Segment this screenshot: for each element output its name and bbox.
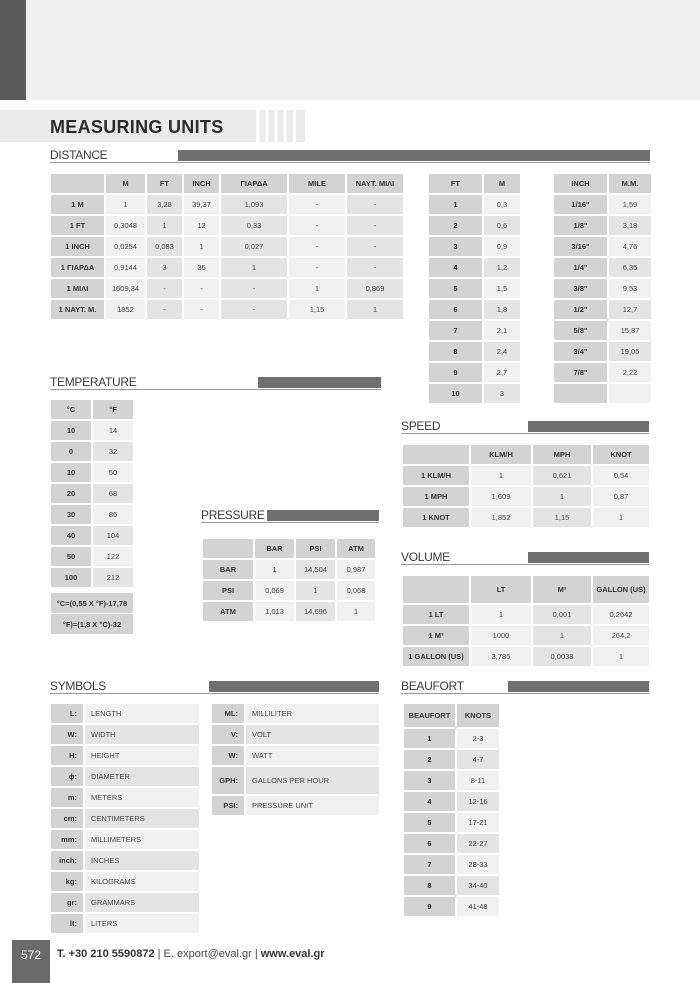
table-cell: 14,696: [296, 602, 335, 621]
row-label: 1 KNOT: [403, 508, 469, 527]
table-cell: 0,3: [484, 195, 520, 214]
row-label: 5/8": [554, 321, 607, 340]
table-cell: 1: [289, 279, 345, 298]
symbol-key: V:: [212, 725, 244, 744]
table-cell: -: [347, 216, 403, 235]
row-label: 1 M: [51, 195, 104, 214]
table-cell: 6,35: [609, 258, 651, 277]
symbol-description: DIAMETER: [85, 767, 199, 786]
column-header: KNOTS: [457, 704, 499, 727]
table-cell: 1,609: [471, 487, 531, 506]
row-label: 1 ΓΙΑΡΔΑ: [51, 258, 104, 277]
symbol-key: H:: [51, 746, 83, 765]
symbol-key: PSI:: [212, 796, 244, 815]
row-label: 6: [429, 300, 482, 319]
temperature-section-title: TEMPERATURE: [50, 375, 137, 389]
column-header: °F: [93, 400, 133, 419]
table-cell: 2,4: [484, 342, 520, 361]
table-corner: [403, 576, 469, 603]
row-label: 9: [429, 363, 482, 382]
row-label: 5: [404, 813, 455, 832]
table-cell: 14,504: [296, 560, 335, 579]
symbol-description: METERS: [85, 788, 199, 807]
table-cell: -: [347, 195, 403, 214]
row-label: ATM: [203, 602, 253, 621]
row-label: 10: [429, 384, 482, 403]
table-cell: 0,9144: [106, 258, 145, 277]
table-cell: 1: [337, 602, 375, 621]
table-cell: 0,068: [337, 581, 375, 600]
row-label: 1 FT: [51, 216, 104, 235]
row-label: 2: [429, 216, 482, 235]
volume-title-bar: [528, 552, 649, 563]
column-header: ΓΙΑΡΔΑ: [221, 174, 287, 193]
table-cell: 1: [533, 487, 591, 506]
table-cell: 1,852: [471, 508, 531, 527]
table-cell: -: [221, 279, 287, 298]
table-cell: 15,87: [609, 321, 651, 340]
table-cell: 1,8: [484, 300, 520, 319]
symbols-section-title: SYMBOLS: [50, 679, 106, 693]
symbol-description: KILOGRAMS: [85, 872, 199, 891]
table-cell: 50: [93, 463, 133, 482]
symbol-description: GALLONS PER HOUR: [246, 767, 379, 794]
table-cell: 0,001: [533, 605, 591, 624]
table-cell: 12: [184, 216, 219, 235]
distance-rule: [50, 162, 650, 163]
symbol-description: CENTIMETERS: [85, 809, 199, 828]
symbol-key: ϕ:: [51, 767, 83, 786]
table-cell: 3: [147, 258, 182, 277]
column-header: LT: [471, 576, 531, 603]
table-cell: 0,027: [221, 237, 287, 256]
table-cell: 8-11: [457, 771, 499, 790]
row-label: 1 GALLON (US): [403, 647, 469, 666]
row-label: 1 MPH: [403, 487, 469, 506]
speed-rule: [401, 433, 649, 434]
row-label: 7: [429, 321, 482, 340]
row-label: 100: [51, 568, 91, 587]
column-header: FT: [429, 174, 482, 193]
symbol-key: GPH:: [212, 767, 244, 794]
table-corner: [403, 445, 469, 464]
row-label: 1 M³: [403, 626, 469, 645]
column-header: BEAUFORT: [404, 704, 455, 727]
table-cell: 3,785: [471, 647, 531, 666]
row-label: 1 ΜΙΛΙ: [51, 279, 104, 298]
symbol-key: kg:: [51, 872, 83, 891]
row-label: 8: [404, 876, 455, 895]
volume-section-title: VOLUME: [401, 550, 450, 564]
speed-table: [403, 445, 649, 527]
table-cell: 0,9: [484, 237, 520, 256]
row-label: 2: [404, 750, 455, 769]
distance-table: [51, 174, 403, 319]
row-label: 0: [51, 442, 91, 461]
table-cell: 0,6: [484, 216, 520, 235]
table-cell: 1,15: [289, 300, 345, 319]
table-cell: 4,76: [609, 237, 651, 256]
table-cell: -: [221, 300, 287, 319]
empty-cell: [554, 384, 607, 403]
table-cell: 0,0254: [106, 237, 145, 256]
symbol-description: VOLT: [246, 725, 379, 744]
table-cell: 9,53: [609, 279, 651, 298]
column-header: KLM/H: [471, 445, 531, 464]
symbols-table-left: [51, 704, 199, 933]
table-cell: 17-21: [457, 813, 499, 832]
symbol-key: ML:: [212, 704, 244, 723]
table-cell: 1,5: [484, 279, 520, 298]
table-cell: 0,869: [347, 279, 403, 298]
footer-contact: [57, 948, 325, 960]
page-number-box: [12, 940, 50, 983]
symbol-key: mm:: [51, 830, 83, 849]
row-label: 4: [429, 258, 482, 277]
table-cell: 32: [93, 442, 133, 461]
table-corner: [51, 174, 104, 193]
table-cell: 3: [484, 384, 520, 403]
table-cell: 1: [106, 195, 145, 214]
column-header: BAR: [255, 539, 294, 558]
formula-celsius: °C=(0,55 X °F)-17,78: [51, 593, 133, 613]
table-cell: -: [184, 300, 219, 319]
table-cell: 1: [471, 605, 531, 624]
table-cell: 3,28: [147, 195, 182, 214]
table-cell: 0,0038: [533, 647, 591, 666]
row-label: 1/2": [554, 300, 607, 319]
column-header: MPH: [533, 445, 591, 464]
symbol-key: W:: [51, 725, 83, 744]
row-label: 1 ΝΑΥΤ. Μ.: [51, 300, 104, 319]
volume-rule: [401, 564, 649, 565]
table-corner: [203, 539, 253, 558]
row-label: 7: [404, 855, 455, 874]
row-label: 3/16": [554, 237, 607, 256]
row-label: 3: [429, 237, 482, 256]
table-cell: 1,093: [221, 195, 287, 214]
inch-mm-table: [554, 174, 651, 403]
row-label: 4: [404, 792, 455, 811]
table-cell: 0,987: [337, 560, 375, 579]
table-cell: -: [289, 237, 345, 256]
table-cell: 1852: [106, 300, 145, 319]
row-label: 1/16": [554, 195, 607, 214]
table-cell: 1,59: [609, 195, 651, 214]
pressure-title-bar: [267, 510, 379, 521]
symbol-key: L:: [51, 704, 83, 723]
speed-title-bar: [528, 421, 649, 432]
distance-title-bar: [178, 150, 650, 161]
table-cell: 0,3048: [106, 216, 145, 235]
symbol-description: WATT: [246, 746, 379, 765]
table-cell: 2,7: [484, 363, 520, 382]
row-label: 1 LT: [403, 605, 469, 624]
table-cell: 1: [296, 581, 335, 600]
table-cell: 1: [221, 258, 287, 277]
table-cell: 122: [93, 547, 133, 566]
symbol-description: MILLIMETERS: [85, 830, 199, 849]
row-label: PSI: [203, 581, 253, 600]
empty-cell: [609, 384, 651, 403]
beaufort-title-bar: [508, 681, 649, 692]
page-number: 572: [20, 948, 42, 962]
table-cell: 1: [593, 508, 649, 527]
table-cell: 1,15: [533, 508, 591, 527]
table-cell: 104: [93, 526, 133, 545]
table-cell: 1: [347, 300, 403, 319]
symbol-description: LITERS: [85, 914, 199, 933]
row-label: BAR: [203, 560, 253, 579]
column-header: INCH: [184, 174, 219, 193]
table-cell: -: [289, 216, 345, 235]
symbol-key: gr:: [51, 893, 83, 912]
column-header: M³: [533, 576, 591, 603]
symbol-description: INCHES: [85, 851, 199, 870]
table-cell: 68: [93, 484, 133, 503]
column-header: FT: [147, 174, 182, 193]
beaufort-table: [404, 704, 499, 916]
symbol-key: m:: [51, 788, 83, 807]
pressure-table: [203, 539, 375, 621]
symbol-key: lt:: [51, 914, 83, 933]
symbol-description: MILLILITER: [246, 704, 379, 723]
column-header: M.M.: [609, 174, 651, 193]
table-cell: 0,2642: [593, 605, 649, 624]
column-header: ATM: [337, 539, 375, 558]
column-header: KNOT: [593, 445, 649, 464]
table-cell: -: [347, 237, 403, 256]
symbol-description: LENGTH: [85, 704, 199, 723]
table-cell: -: [289, 195, 345, 214]
pressure-rule: [201, 522, 379, 523]
table-cell: 0,083: [147, 237, 182, 256]
table-cell: 2-3: [457, 729, 499, 748]
table-cell: 1: [593, 647, 649, 666]
page-header-band: [0, 0, 700, 100]
table-cell: 0,54: [593, 466, 649, 485]
ft-m-table: [429, 174, 520, 403]
row-label: 1 INCH: [51, 237, 104, 256]
table-cell: 1: [255, 560, 294, 579]
row-label: 7/8": [554, 363, 607, 382]
beaufort-rule: [401, 693, 649, 694]
table-cell: 14: [93, 421, 133, 440]
table-cell: 41-48: [457, 897, 499, 916]
temperature-rule: [50, 389, 381, 390]
formula-fahrenheit: °F)=(1,8 X °C)-32: [51, 614, 133, 634]
row-label: 10: [51, 463, 91, 482]
table-cell: 1000: [471, 626, 531, 645]
table-cell: 28-33: [457, 855, 499, 874]
symbol-key: inch:: [51, 851, 83, 870]
symbols-title-bar: [209, 681, 379, 692]
symbol-description: WIDTH: [85, 725, 199, 744]
pressure-section-title: PRESSURE: [201, 508, 265, 522]
column-header: °C: [51, 400, 91, 419]
page-header-accent: [0, 0, 26, 100]
column-header: PSI: [296, 539, 335, 558]
column-header: M: [484, 174, 520, 193]
table-cell: 2,1: [484, 321, 520, 340]
table-cell: 22-27: [457, 834, 499, 853]
beaufort-section-title: BEAUFORT: [401, 679, 464, 693]
row-label: 5: [429, 279, 482, 298]
symbol-description: GRAMMARS: [85, 893, 199, 912]
table-cell: 0,87: [593, 487, 649, 506]
table-cell: -: [184, 279, 219, 298]
row-label: 6: [404, 834, 455, 853]
table-cell: 0,621: [533, 466, 591, 485]
table-cell: 2,22: [609, 363, 651, 382]
symbol-description: PRESSURE UNIT: [246, 796, 379, 815]
table-cell: 1: [471, 466, 531, 485]
table-cell: 1609,34: [106, 279, 145, 298]
row-label: 3: [404, 771, 455, 790]
table-cell: 1: [533, 626, 591, 645]
table-cell: 264,2: [593, 626, 649, 645]
distance-section-title: DISTANCE: [50, 148, 108, 162]
footer-separator: |: [254, 948, 258, 960]
table-cell: 86: [93, 505, 133, 524]
table-cell: 3,18: [609, 216, 651, 235]
footer-email: E. export@eval.gr: [163, 948, 252, 960]
speed-section-title: SPEED: [401, 419, 441, 433]
table-cell: 0,069: [255, 581, 294, 600]
row-label: 3/4": [554, 342, 607, 361]
table-cell: 1,2: [484, 258, 520, 277]
symbols-rule: [50, 693, 379, 694]
footer-website: www.eval.gr: [260, 948, 325, 960]
table-cell: 1: [184, 237, 219, 256]
row-label: 30: [51, 505, 91, 524]
table-cell: 1: [147, 216, 182, 235]
row-label: 20: [51, 484, 91, 503]
row-label: 1 KLM/H: [403, 466, 469, 485]
row-label: 9: [404, 897, 455, 916]
footer-separator: |: [157, 948, 161, 960]
table-cell: 1,013: [255, 602, 294, 621]
temperature-table: [51, 400, 133, 587]
page-title: MEASURING UNITS: [50, 117, 224, 137]
table-cell: -: [147, 300, 182, 319]
table-cell: 34-40: [457, 876, 499, 895]
table-cell: -: [289, 258, 345, 277]
column-header: M: [106, 174, 145, 193]
row-label: 3/8": [554, 279, 607, 298]
table-cell: 4-7: [457, 750, 499, 769]
row-label: 8: [429, 342, 482, 361]
table-cell: -: [147, 279, 182, 298]
column-header: MILE: [289, 174, 345, 193]
temperature-title-bar: [258, 377, 381, 388]
symbol-key: cm:: [51, 809, 83, 828]
column-header: GALLON (US): [593, 576, 649, 603]
table-cell: 36: [184, 258, 219, 277]
row-label: 50: [51, 547, 91, 566]
table-cell: 0,33: [221, 216, 287, 235]
symbol-key: W:: [212, 746, 244, 765]
symbol-description: HEIGHT: [85, 746, 199, 765]
footer-phone: T. +30 210 5590872: [57, 948, 155, 960]
row-label: 10: [51, 421, 91, 440]
column-header: ΝΑΥΤ. ΜΙΛΙ: [347, 174, 403, 193]
column-header: INCH: [554, 174, 607, 193]
row-label: 40: [51, 526, 91, 545]
table-cell: 212: [93, 568, 133, 587]
volume-table: [403, 576, 649, 666]
row-label: 1/4": [554, 258, 607, 277]
row-label: 1/8": [554, 216, 607, 235]
table-cell: 12-16: [457, 792, 499, 811]
row-label: 1: [429, 195, 482, 214]
row-label: 1: [404, 729, 455, 748]
table-cell: 19,05: [609, 342, 651, 361]
table-cell: -: [347, 258, 403, 277]
table-cell: 12,7: [609, 300, 651, 319]
symbols-table-right: [212, 704, 379, 815]
table-cell: 39,37: [184, 195, 219, 214]
